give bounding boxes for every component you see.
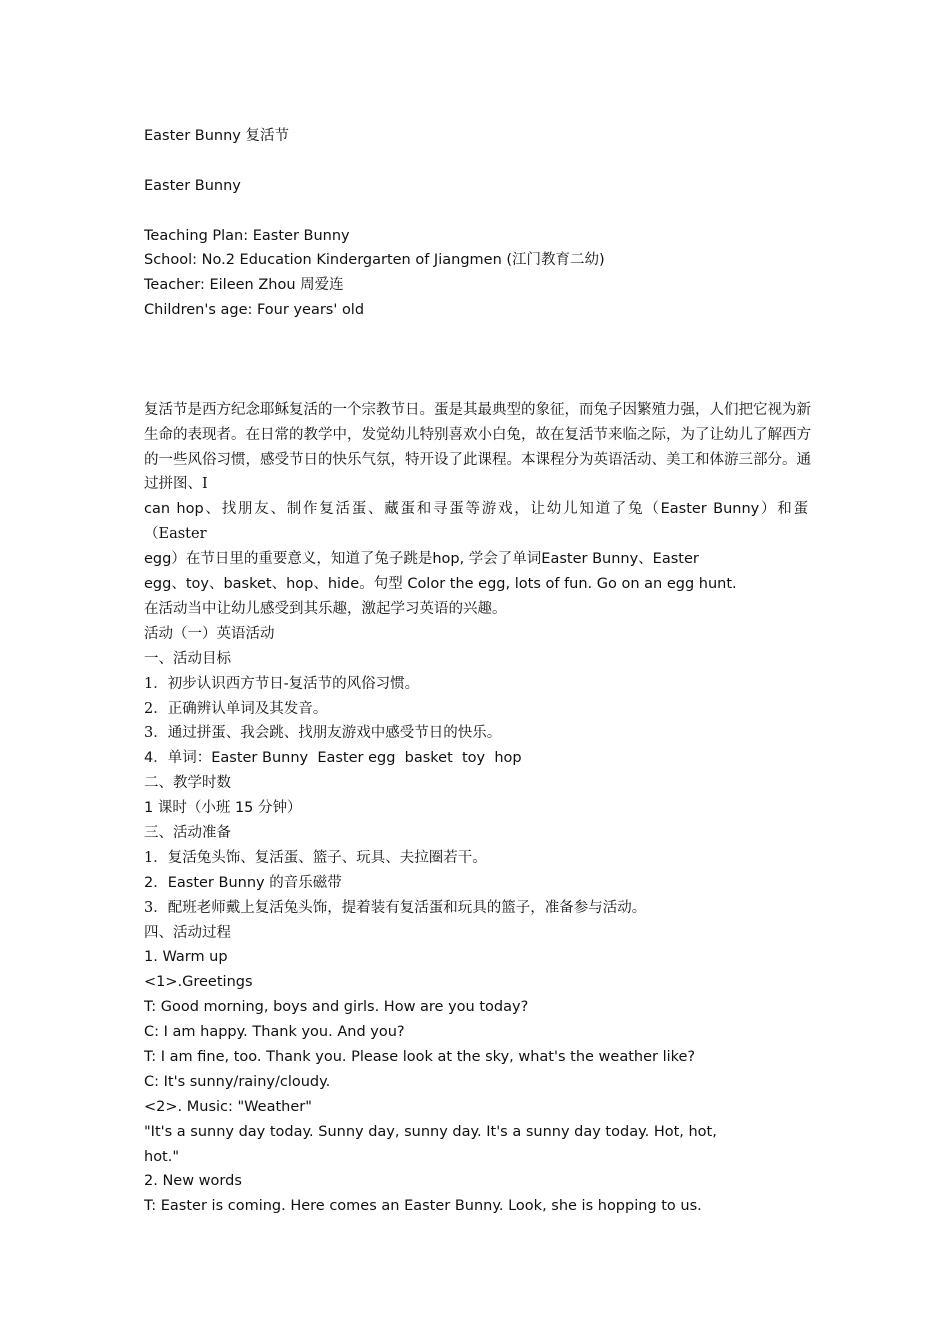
hours-line: 1 课时（小班 15 分钟） xyxy=(144,800,302,817)
intro-line: 生命的表现者。在日常的教学中，发觉幼儿特别喜欢小白兔，故在复活节来临之际，为了让幼儿了解西方 xyxy=(144,426,811,443)
intro-line: （Easter xyxy=(144,526,207,543)
prep-item: 1．复活兔头饰、复活蛋、篮子、玩具、夫拉圈若干。 xyxy=(144,849,487,866)
section-heading: 三、活动准备 xyxy=(144,824,231,841)
section-heading: 一、活动目标 xyxy=(144,650,231,667)
document-subtitle: Easter Bunny xyxy=(144,177,241,194)
intro-line: egg）在节日里的重要意义，知道了兔子跳是hop, 学会了单词Easter Bunny、Easter xyxy=(144,551,699,568)
prep-item: 2．Easter Bunny 的音乐磁带 xyxy=(144,874,342,891)
intro-line: 复活节是西方纪念耶稣复活的一个宗教节日。蛋是其最典型的象征，而兔子因繁殖力强，人们把它视为新 xyxy=(144,401,811,418)
dialogue-line: T: Easter is coming. Here comes an Easter Bunny. Look, she is hopping to us. xyxy=(144,1198,702,1215)
dialogue-line: T: I am fine, too. Thank you. Please look at the sky, what's the weather like? xyxy=(144,1048,696,1065)
document-page xyxy=(144,124,811,1219)
dialogue-line: C: I am happy. Thank you. And you? xyxy=(144,1024,405,1041)
process-step: 2. New words xyxy=(144,1173,242,1190)
process-substep: <2>. Music: "Weather" xyxy=(144,1098,312,1115)
document-title: Easter Bunny 复活节 xyxy=(144,128,289,144)
section-heading: 二、教学时数 xyxy=(144,775,231,792)
prep-item: 3．配班老师戴上复活兔头饰，提着装有复活蛋和玩具的篮子，准备参与活动。 xyxy=(144,899,647,916)
age-line: Children's age: Four years' old xyxy=(144,302,365,319)
process-substep: <1>.Greetings xyxy=(144,974,253,991)
section-heading: 四、活动过程 xyxy=(144,924,231,941)
intro-line: 的一些风俗习惯，感受节日的快乐气氛，特开设了此课程。本课程分为英语活动、美工和体游三部分。通 xyxy=(144,451,811,468)
intro-line: 在活动当中让幼儿感受到其乐趣，激起学习英语的兴趣。 xyxy=(144,600,507,617)
activity-heading: 活动（一）英语活动 xyxy=(144,625,275,642)
dialogue-line: T: Good morning, boys and girls. How are you today? xyxy=(144,999,529,1016)
goal-item: 4．单词：Easter Bunny Easter egg basket toy hop xyxy=(144,750,522,767)
school-line: School: No.2 Education Kindergarten of Jiangmen (江门教育二幼) xyxy=(144,252,605,269)
goal-item: 2．正确辨认单词及其发音。 xyxy=(144,700,328,717)
lyrics-line: "It's a sunny day today. Sunny day, sunny day. It's a sunny day today. Hot, hot, xyxy=(144,1123,717,1140)
goal-item: 1．初步认识西方节日-复活节的风俗习惯。 xyxy=(144,675,420,692)
teacher-line: Teacher: Eileen Zhou 周爱连 xyxy=(144,277,344,294)
teaching-plan-line: Teaching Plan: Easter Bunny xyxy=(144,227,350,244)
intro-line: can hop、找朋友、制作复活蛋、藏蛋和寻蛋等游戏，让幼儿知道了兔（Easter Bunny）和蛋 xyxy=(144,501,808,518)
lyrics-line: hot." xyxy=(144,1148,180,1165)
process-step: 1. Warm up xyxy=(144,949,228,966)
intro-line: egg、toy、basket、hop、hide。句型 Color the egg, lots of fun. Go on an egg hunt. xyxy=(144,576,737,593)
dialogue-line: C: It's sunny/rainy/cloudy. xyxy=(144,1073,331,1090)
goal-item: 3．通过拼蛋、我会跳、找朋友游戏中感受节日的快乐。 xyxy=(144,725,502,742)
intro-line: 过拼图、I xyxy=(144,476,208,493)
